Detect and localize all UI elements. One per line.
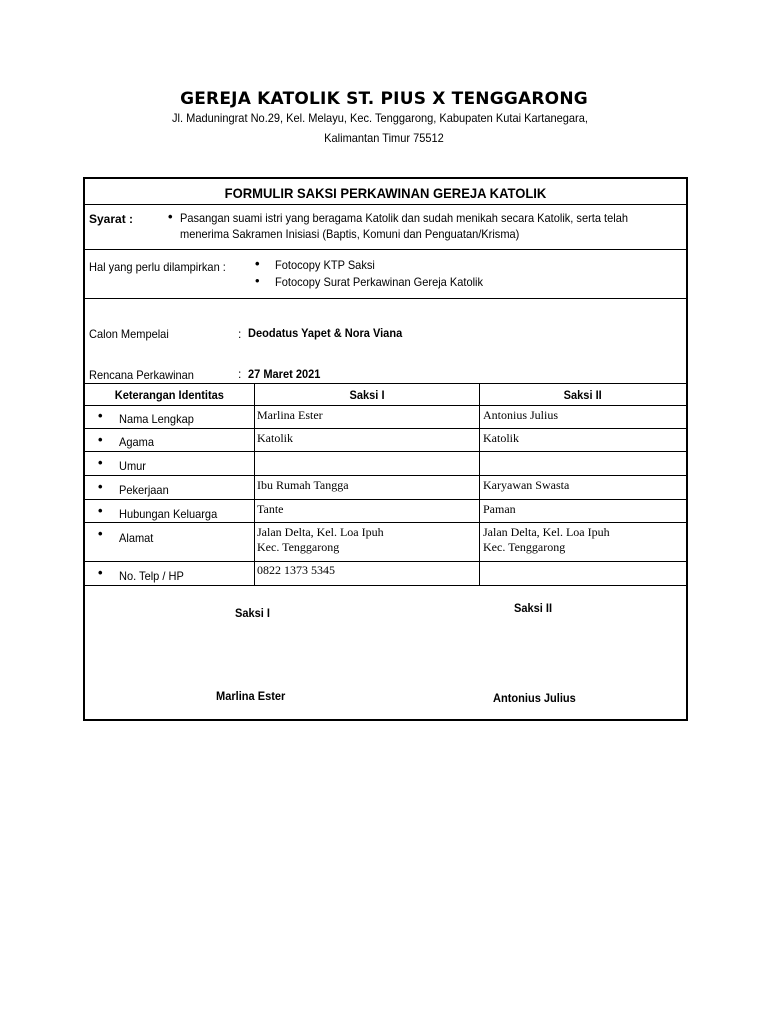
bullet: • (98, 503, 103, 518)
table-cell: Kec. Tenggarong (483, 540, 566, 554)
column-header: Keterangan Identitas (114, 388, 225, 402)
bullet: • (168, 209, 173, 224)
church-name: GEREJA KATOLIK ST. PIUS X TENGGARONG (180, 89, 588, 109)
table-row-rule (85, 561, 686, 562)
address-line-2: Kalimantan Timur 75512 (324, 131, 444, 145)
table-top-rule (85, 383, 686, 384)
bullet: • (98, 455, 103, 470)
table-row-rule (85, 451, 686, 452)
witness-form (83, 177, 688, 721)
table-bottom-rule (85, 585, 686, 586)
row-label: Alamat (119, 531, 154, 545)
table-cell: Kec. Tenggarong (257, 540, 340, 554)
table-cell: Karyawan Swasta (483, 478, 570, 492)
table-row-rule (85, 522, 686, 523)
bullet: • (98, 565, 103, 580)
wedding-plan-value: 27 Maret 2021 (248, 367, 321, 381)
signature-name-saksi2: Antonius Julius (493, 691, 576, 705)
requirements-text-line1: Pasangan suami istri yang beragama Katolik dan sudah menikah secara Katolik, serta telah (180, 211, 628, 225)
table-cell: Katolik (257, 431, 293, 445)
row-label: Pekerjaan (119, 483, 169, 497)
table-cell: Tante (257, 502, 284, 516)
table-cell: Ibu Rumah Tangga (257, 478, 349, 492)
wedding-plan-separator: : (238, 367, 242, 381)
table-row-rule (85, 428, 686, 429)
bullet: • (98, 408, 103, 423)
table-cell: Paman (483, 502, 516, 516)
signature-label-saksi1: Saksi I (235, 606, 270, 620)
row-label: Agama (119, 435, 154, 449)
row-label: Nama Lengkap (119, 412, 194, 426)
bullet: • (255, 273, 260, 288)
couple-separator: : (238, 327, 242, 341)
attachments-label: Hal yang perlu dilampirkan : (89, 260, 226, 274)
bullet: • (98, 526, 103, 541)
row-label: No. Telp / HP (119, 569, 184, 583)
table-cell: Marlina Ester (257, 408, 323, 422)
wedding-plan-label: Rencana Perkawinan (89, 368, 194, 382)
form-title: FORMULIR SAKSI PERKAWINAN GEREJA KATOLIK (224, 185, 547, 201)
table-cell: Jalan Delta, Kel. Loa Ipuh (483, 525, 610, 539)
row-label: Umur (119, 459, 146, 473)
requirements-label: Syarat : (89, 212, 134, 226)
divider (85, 249, 686, 250)
row-label: Hubungan Keluarga (119, 507, 218, 521)
signature-name-saksi1: Marlina Ester (216, 689, 286, 703)
table-row-rule (85, 475, 686, 476)
requirements-text-line2: menerima Sakramen Inisiasi (Baptis, Komuni dan Penguatan/Krisma) (180, 227, 520, 241)
attachment-item: Fotocopy Surat Perkawinan Gereja Katolik (275, 275, 484, 289)
table-row-rule (85, 499, 686, 500)
table-cell: Jalan Delta, Kel. Loa Ipuh (257, 525, 384, 539)
table-cell: 0822 1373 5345 (257, 563, 335, 577)
couple-label: Calon Mempelai (89, 327, 169, 341)
couple-value: Deodatus Yapet & Nora Viana (248, 326, 403, 340)
divider (85, 298, 686, 299)
bullet: • (98, 432, 103, 447)
column-header: Saksi I (349, 388, 385, 402)
table-cell: Antonius Julius (483, 408, 559, 422)
signature-label-saksi2: Saksi II (514, 601, 553, 615)
column-header: Saksi II (563, 388, 603, 402)
divider (85, 204, 686, 205)
address-line-1: Jl. Maduningrat No.29, Kel. Melayu, Kec. Tenggarong, Kabupaten Kutai Kartanegara, (172, 111, 588, 125)
bullet: • (98, 479, 103, 494)
table-cell: Katolik (483, 431, 519, 445)
attachment-item: Fotocopy KTP Saksi (275, 258, 375, 272)
bullet: • (255, 256, 260, 271)
column-rule (479, 383, 480, 585)
column-rule (254, 383, 255, 585)
